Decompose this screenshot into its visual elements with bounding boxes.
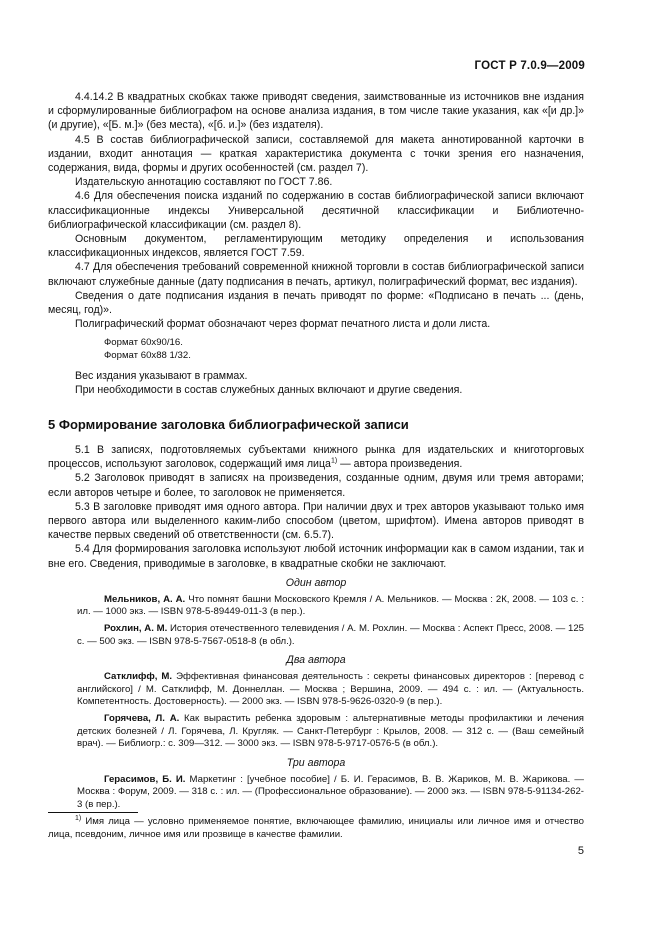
example-author: Рохлин, А. М. (104, 623, 168, 635)
page-number: 5 (577, 845, 584, 857)
paragraph-5-1-text: 5.1 В записях, подготовляемых субъектами книжного рынка для издательских и книготорговых процессов, используют заголовок, содержащий имя лица (48, 444, 584, 471)
paragraph-4-4-14-2: 4.4.14.2 В квадратных скобках также приводят сведения, заимствованные из источников вне издания и сформулированные библиографом на основе анализа издания, в том числе такие указания, как «[и др.]» (и другие), «[Б. м.]» (без места), «[б. и.]» (без издателя). (48, 91, 584, 132)
footnote-ref: 1) (330, 457, 338, 465)
example-format-1: Формат 60х90/16. (104, 337, 183, 349)
paragraph-other-data: При необходимости в состав служебных данных включают и другие сведения. (75, 383, 463, 396)
example-format-2: Формат 60х88 1/32. (104, 350, 191, 362)
paragraph-5-4: 5.4 Для формирования заголовка используют любой источник информации как в самом издании, так и вне его. Сведения, приводимые в заголовке, в квадратные скобки не заключают. (48, 543, 584, 570)
footnote-marker: 1) (75, 814, 82, 822)
example-author: Сатклифф, М. (104, 671, 173, 683)
example-text: Как вырастить ребенка здоровым : альтернативные методы профилактики и лечения детских болезней / Л. Горячева, Л. Кругляк. — Санкт-Петербург : Крылов, 2008. — 312 с. — (Ваш семейный врач). — Библиогр.: с. 309—312. — 3000 экз. — ISBN 978-5-9717-0576-5 (в обл.). (77, 713, 584, 750)
footnote-text: Имя лица — условно применяемое понятие, включающее фамилию, инициалы или личное имя и отчество лица, псевдоним, личное имя или прозвище в качестве фамилии. (48, 816, 584, 840)
example-label-two-authors: Два автора (286, 654, 346, 667)
paragraph-signing-date: Сведения о дате подписания издания в печать приводят по форме: «Подписано в печать ... (день, месяц, год)». (48, 289, 584, 317)
footnote-divider (48, 812, 138, 813)
example-goryacheva (77, 713, 584, 751)
paragraph-weight: Вес издания указывают в граммах. (75, 369, 248, 382)
example-label-one-author: Один автор (285, 576, 347, 589)
example-author: Мельников, А. А. (104, 593, 186, 605)
paragraph-5-2: 5.2 Заголовок приводят в записях на произведения, созданные одним, двумя или тремя авторами; если авторов четыре и более, то заголовок не применяется. (48, 472, 584, 499)
paragraph-annotation: Издательскую аннотацию составляют по ГОСТ 7.86. (75, 176, 333, 189)
example-gerasimov (77, 774, 584, 812)
main-content (48, 90, 584, 816)
example-rokhlin (77, 623, 584, 648)
footnote (48, 816, 584, 841)
example-author: Герасимов, Б. И. (104, 773, 186, 785)
paragraph-4-5: 4.5 В состав библиографической записи, составляемой для макета аннотированной карточки в издании, входит аннотация — краткая характеристика документа с точки зрения его назначения, содержания, вида, формы и других особенностей (см. раздел 7). (48, 133, 584, 175)
paragraph-4-6: 4.6 Для обеспечения поиска изданий по содержанию в состав библиографической записи включают классификационные индексы Универсальной десятичной классификации и Библиотечно-библиографической классификации (см. раздел 8). (48, 190, 584, 231)
paragraph-format: Полиграфический формат обозначают через формат печатного листа и доли листа. (75, 318, 491, 331)
section-5-title: 5 Формирование заголовка библиографической записи (48, 417, 409, 433)
example-label-three-authors: Три автора (286, 756, 346, 769)
standard-header: ГОСТ Р 7.0.9—2009 (474, 60, 585, 72)
example-author: Горячева, Л. А. (104, 713, 180, 725)
example-sutcliffe (77, 671, 584, 709)
example-text: Маркетинг : [учебное пособие] / Б. И. Герасимов, В. В. Жариков, М. В. Жарикова. — Москва : Форум, 2009. — 318 с. : ил. — (Профессиональное образование). — 2000 экз. — ISBN 978-5-91134-262-3 (в пер.). (77, 773, 584, 810)
paragraph-classification: Основным документом, регламентирующим методику определения и использования классификационных индексов, является ГОСТ 7.59. (48, 233, 584, 260)
paragraph-4-7: 4.7 Для обеспечения требований современной книжной торговли в состав библиографической записи включают служебные данные (дату подписания в печать, артикул, полиграфический формат, вес издания). (48, 261, 584, 288)
paragraph-5-1-end: — автора произведения. (337, 458, 463, 471)
paragraph-5-1 (48, 443, 584, 471)
paragraph-5-3: 5.3 В заголовке приводят имя одного автора. При наличии двух и трех авторов указывают только имя первого автора или выделенного каким-либо способом (цветом, шрифтом). Имена авторов приводят в качестве первых сведений об ответственности (см. 6.5.7). (48, 500, 584, 542)
example-text: Что помнят башни Московского Кремля / А. Мельников. — Москва : 2К, 2008. — 103 с. : ил. — 1000 экз. — ISBN 978-5-89449-011-3 (в пер.). (77, 593, 584, 618)
example-text: Эффективная финансовая деятельность : секреты финансовых директоров : [перевод с английского] / М. Сатклифф, М. Доннеллан. — Москва ; Вершина, 2009. — 494 с. : ил. — (Актуальность. Компетентность. Достоверность). — 2000 экз. — ISBN 978-5-9626-0320-9 (в пер.). (77, 671, 584, 708)
example-text: История отечественного телевидения / А. М. Рохлин. — Москва : Аспект Пресс, 2008. — 125 с. — 500 экз. — ISBN 978-5-7567-0518-8 (в обл.). (77, 623, 584, 647)
example-melnikov (77, 594, 584, 619)
